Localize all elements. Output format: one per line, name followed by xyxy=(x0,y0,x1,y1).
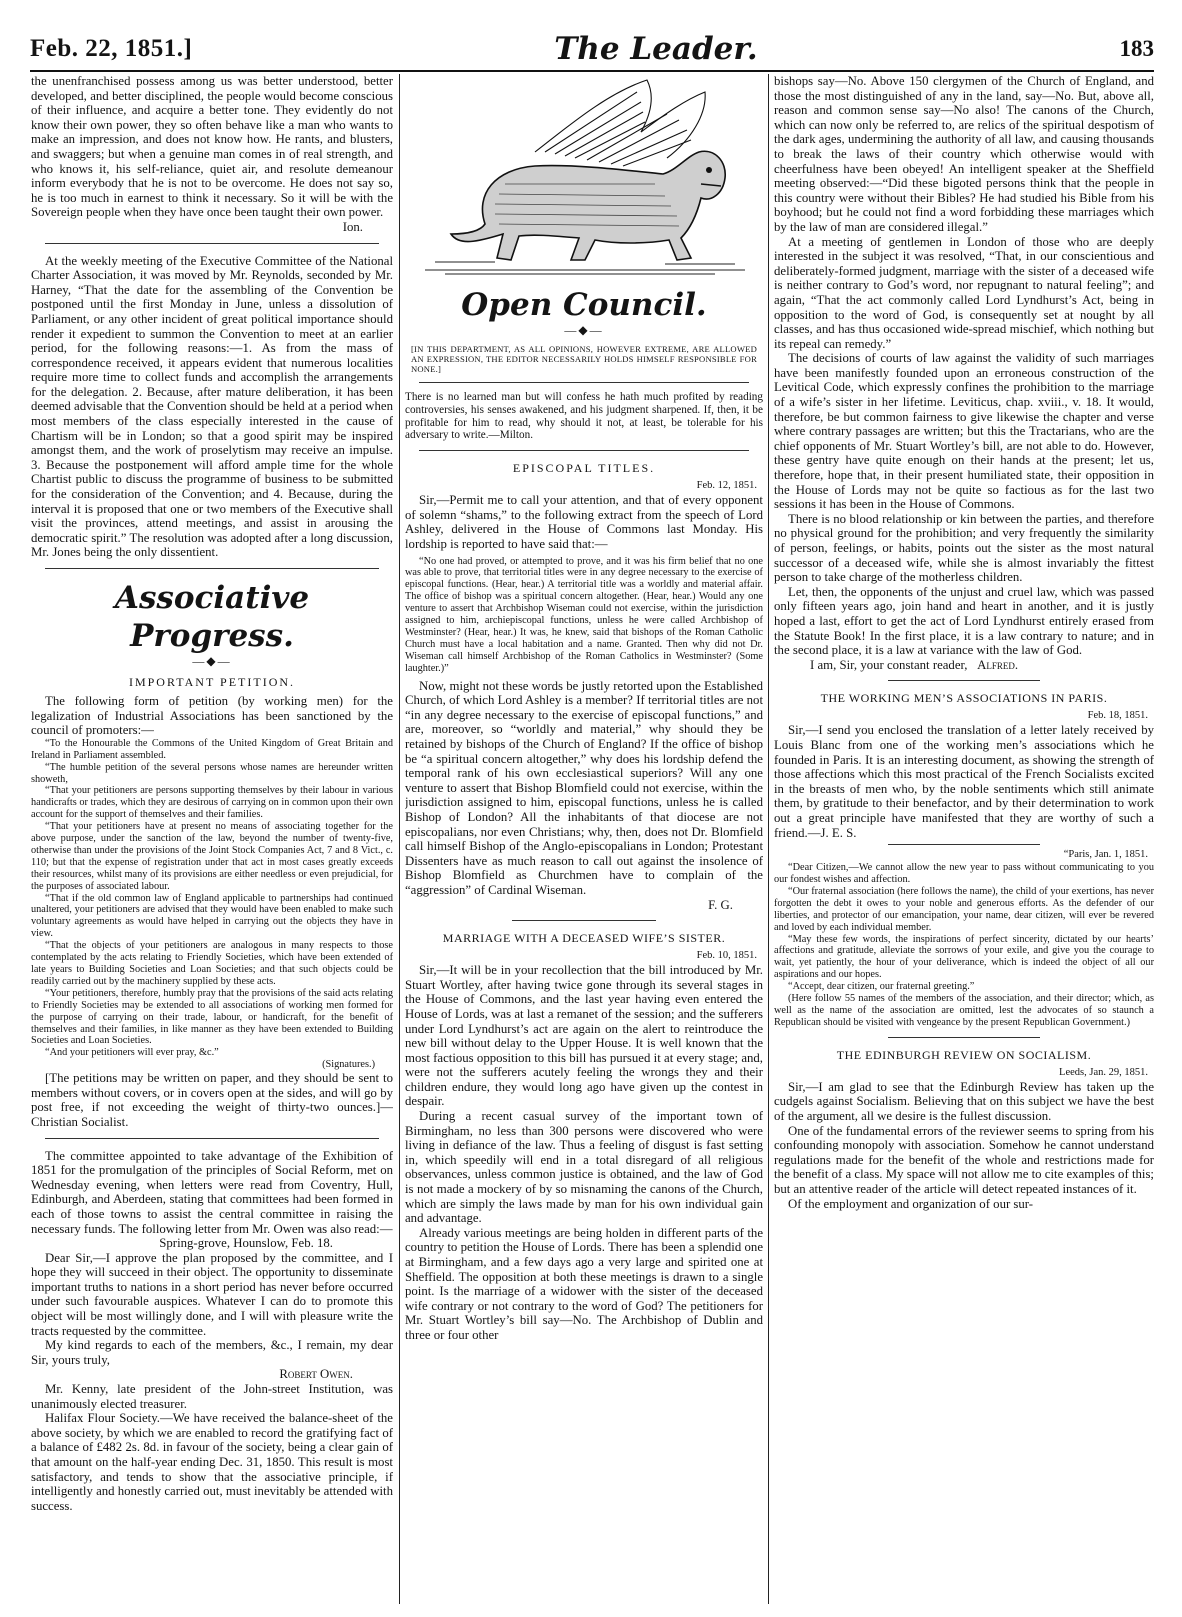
divider xyxy=(45,243,378,244)
editor-disclaimer: [IN THIS DEPARTMENT, AS ALL OPINIONS, HOWEVER EXTREME, ARE ALLOWED AN EXPRESSION, THE EDITOR NECESSARILY HOLDS HIMSELF RESPONSIBLE FOR NONE.] xyxy=(411,344,757,374)
page-number: 183 xyxy=(1119,36,1154,61)
article-heading-working-men: THE WORKING MEN’S ASSOCIATIONS IN PARIS. xyxy=(820,691,1108,706)
working-men-para: Sir,—I send you enclosed the translation of a letter lately received by Louis Blanc from one of the working men’s associations which he founded in Paris. It is an interesting document, as showing the strength of those affections which this most practical of the French Socialists excited in the breasts of men who, by the noble sentiments which still animate them, by gratitude to their benefactor, and by their determination to work out a great principle have manifested that they are worthy of such a friend.—J. E. S. xyxy=(774,723,1154,840)
divider xyxy=(45,1138,378,1139)
owen-closing: My kind regards to each of the members, &c., I remain, my dear Sir, yours truly, xyxy=(31,1338,393,1367)
column-divider xyxy=(768,74,769,1604)
marriage-continued: Let, then, the opponents of the unjust and cruel law, which was passed only fifteen years ago, join hand and heart in another, and it is justly hoped a last, effort to get the act of Lord Lyndhurst entirely erased from the Statute Book! In the first place, it is a law contrary to nature; and in the second place, it is a law at variance with the law of God. xyxy=(774,584,1154,658)
divider xyxy=(888,844,1040,845)
divider xyxy=(888,680,1040,681)
ornament: —◆— xyxy=(564,323,604,337)
marriage-para: Already various meetings are being holden in different parts of the country to petition the House of Lords. There has been a splendid one at Birmingham, and a few days ago a very large and spirited one at Sheffield. The opposition at both these meetings is drawn to a single point. Is the marriage of a widower with the sister of the deceased wife contrary or not contrary to the word of God? The petitioners for Mr. Stuart Wortley’s bill say—No. The Archbishop of Dublin and three or four other xyxy=(405,1225,763,1342)
intro-signature: Ion. xyxy=(342,219,363,234)
marriage-continued: The decisions of courts of law against the validity of such marriages have been manifestly founded upon an erroneous construction of the Levitical Code, which expressly confines the prohibition to the marriage of a wife’s sister in her lifetime. Leviticus, chap. xviii., v. 18. It would, therefore, be but common fairness to give likewise the chapter and verse where contrary passages are written; but this the Tractarians, who are the chief opponents of Mr. Stuart Wortley’s bill, are not able to do. However, these gentry have quite enough on their hands at the present; let us, therefore, hope that, in their present humiliated state, their opposition in the House of Lords may not be quite so factious as for the last two sessions it has been in the House of Commons. xyxy=(774,351,1154,512)
petition-para: “To the Honourable the Commons of the United Kingdom of Great Britain and Ireland in Parliament assembled. xyxy=(31,737,393,761)
petition-para: “That if the old common law of England applicable to partnerships had continued unaltered, your petitioners are advised that they would have been enabled to make such voluntary agreements as would have helped in carrying out the objects they have in view. xyxy=(31,892,393,940)
page-header xyxy=(30,28,1154,70)
closing-line xyxy=(774,658,1154,673)
marriage-continued: There is no blood relationship or kin between the parties, and therefore no physical ground for the prohibition; and very frequently the similarity of person, feelings, or habits, points out the sister as the most natural successor of a deceased wife, while she is almost invariably the fittest person to take charge of the motherless children. xyxy=(774,511,1154,585)
petition-intro: The following form of petition (by working men) for the legalization of Industrial Associations has been sanctioned by the council of promoters:— xyxy=(31,694,393,738)
marriage-continued: bishops say—No. Above 150 clergymen of the Church of England, and those the most distinguished of any in the land, say—No. But, above all, reason and common sense say—No also! The canons of the Church, which can now only be referred to, are relics of the spiritual despotism of the dark ages, undermining the authority of all law, and causing thousands to break the laws of their country which otherwise would with cheerfulness have been obeyed! An intelligent speaker at the Sheffield meeting observed:—“Did these bigoted persons think that the people in this country were without their Bibles? He had studied his Bible from his boyhood; but he could not find a word forbidding these marriages which by the law of man are considered illegal.” xyxy=(774,74,1154,234)
episcopal-signature: F. G. xyxy=(708,897,733,912)
chartist-paragraph: At the weekly meeting of the Executive Committee of the National Charter Association, it was moved by Mr. Reynolds, seconded by Mr. Harney, “That the date for the assembling of the Convention be postponed until the first Monday in June, unless a dissolution of Parliament, or any other incident of great political importance should render it expedient to summon the Convention to meet at an earlier period, for the following reasons:—1. As from the mass of correspondence received, it appears evident that numerous localities require more time to collect funds and accomplish the arrangements for the delegation. 2. Because, after mature deliberation, it has been deemed advisable that the Convention should be held at a period when most members of the class especially interested in the cause of Chartism will be in London; so that a good spirit may be inspired amongst them, and the work of proselytism may receive an impulse. 3. Because the postponement will afford ample time for the whole Chartist public to discuss the programme of business to be submitted for the consideration of the Convention; and 4. Because, during the interval it is proposed that one or two members of the Executive shall visit the provinces, attend meetings, and assist in arousing the democratic spirit.” The resolution was adopted after a long discussion, Mr. Jones being the only dissentient. xyxy=(31,253,393,560)
petition-para: “The humble petition of the several persons whose names are hereunder written showeth, xyxy=(31,761,393,785)
petition-para: “Your petitioners, therefore, humbly pray that the provisions of the said acts relating to Friendly Societies may be extended to all associations of working men formed for the purpose of carrying on their trade, labour, or handicraft, for the benefit of themselves and their families, in like manner as they have been extended to Building Societies and Loan Societies. xyxy=(31,987,393,1047)
marriage-para: Sir,—It will be in your recollection that the bill introduced by Mr. Stuart Wortley, after having twice gone through its several stages in the House of Commons, and the last year having even entered the House of Lords, was at last a remanet of the session; and the sufferers under Lord Lyndhurst’s act are again on the alert to reintroduce the new bill without delay to the Upper House. It is well known that the most factious opposition to this bill has pursued it at every stage; and, were not the sufferers acutely feeling the wrongs they and their children endure, they would long ago have given up the contest in despair. xyxy=(405,963,763,1109)
column-right xyxy=(774,74,1154,1604)
petition-para: “That your petitioners are persons supporting themselves by their labour in various handicrafts or trades, which they are desirous of carrying on in common upon their own account for the support of themselves and their families. xyxy=(31,785,393,821)
winged-lion-illustration xyxy=(415,74,753,284)
halifax-paragraph: Halifax Flour Society.—We have received the balance-sheet of the above society, by which we are enabled to record the gratifying fact of a balance of £482 2s. 8d. in favour of the society, being a clear gain of that amount on the half-year ending Dec. 31, 1850. This result is most satisfactory, and tends to show that the associative principle, if intelligently and honestly carried out, must inevitably be attended with success. xyxy=(31,1411,393,1513)
divider xyxy=(512,920,655,921)
article-heading-marriage: MARRIAGE WITH A DECEASED WIFE’S SISTER. xyxy=(442,931,726,946)
edinburgh-para: One of the fundamental errors of the reviewer seems to spring from his confounding monopoly with association. Somehow he cannot understand regulations made for the benefit of the whole and restrictions made for the benefit of a class. My space will not allow me to cite examples of this; but an attentive reader of the article will detect repeated instances of it. xyxy=(774,1123,1154,1196)
column-divider xyxy=(399,74,400,1604)
header-rule xyxy=(30,70,1154,72)
closing-text: I am, Sir, your constant reader, xyxy=(810,657,968,672)
episcopal-para: Now, might not these words be justly retorted upon the Established Church, of which Lord Ashley is a member? If territorial titles are not “in any degree necessary to the exercise of episcopal functions,” and are, moreover, so “worldly and material,” why should they be retained by bishops of the Church of England? If the office of bishop be “a spiritual concern altogether,” why does his lordship defend the temporal rank of his own ecclesiastical superiors? Will any one venture to assert that Bishop Blomfield could not exercise, within the jurisdiction assigned to him, episcopal functions, unless he is called Bishop of London? All the inhabitants of that diocese are not episcopalians, nor even Christians; why, then, does not Dr. Blomfield call himself Bishop of the Anglo-episcopalians in London; Protestant Dissenters have as much reason to call out against the insolence of Bishop Blomfield as Churchmen have to complain of the “aggression” of Cardinal Wiseman. xyxy=(405,678,763,897)
masthead-title: The Leader. xyxy=(554,31,758,67)
episcopal-para: Sir,—Permit me to call your attention, and that of every opponent of solemn “shams,” to the following extract from the speech of Lord Ashley, delivered in the House of Commons last Monday. His lordship is reported to have said that:— xyxy=(405,493,763,551)
letter-para: “Accept, dear citizen, our fraternal greeting.” xyxy=(788,981,975,993)
divider xyxy=(888,1037,1040,1038)
letter-para: “May these few words, the inspirations of perfect sincerity, dictated by our hearts’ affections and gratitude, alleviate the sorrows of your exile, and give you the courage to wait, yet patiently, the hour of your deliverance, which is indeed the object of all our aspirations and our hopes. xyxy=(774,933,1154,981)
petition-para: “And your petitioners will ever pray, &c.” xyxy=(45,1047,219,1059)
article-date: Leeds, Jan. 29, 1851. xyxy=(1059,1066,1148,1078)
column-left xyxy=(31,74,393,1604)
milton-quote: There is no learned man but will confess he hath much profited by reading controversies, his senses awakened, and his judgment sharpened. If, then, it be profitable for him to read, why should it not, at least, be tolerable for his adversary to write.—Milton. xyxy=(405,391,763,442)
article-date: Feb. 12, 1851. xyxy=(696,480,757,492)
article-heading-episcopal-titles: EPISCOPAL TITLES. xyxy=(512,461,656,476)
divider xyxy=(419,382,748,383)
owen-signature: Robert Owen. xyxy=(279,1367,353,1382)
marriage-continued: At a meeting of gentlemen in London of those who are deeply interested in the subject it was resolved, “That, in our conscientious and deliberately-formed judgment, marriage with the sister of a deceased wife is neither contrary to God’s word, nor repugnant to natural feeling”; and again, “That the act commonly called Lord Lyndhurst’s Act, being in opposition to the word of God, is consequently set at nought by all classes, and has thus occasioned wide-spread mischief, which nothing but its repeal can remedy.” xyxy=(774,234,1154,351)
owen-address: Spring-grove, Hounslow, Feb. 18. xyxy=(159,1236,333,1251)
signatures-label: (Signatures.) xyxy=(322,1059,375,1071)
letter-para: (Here follow 55 names of the members of the association, and their director; which, as well as the name of the association are omitted, lest the advocates of so staunch a Republican should be visited with vengeance by the present Republican Government.) xyxy=(774,993,1154,1028)
petition-para: “That the objects of your petitioners are analogous in many respects to those contemplated by the acts relating to Friendly Societies, which have been extended of late years to Building Societies and Loan Societies; and that such objects could be readily carried out by the machinery supplied by these acts. xyxy=(31,940,393,987)
article-date: Feb. 10, 1851. xyxy=(696,950,757,962)
intro-paragraph: the unenfranchised possess among us was better understood, better developed, and better disciplined, the people would become conscious of their influence, and acquire a better tone. They evidently do not know their own power, they so often behave like a man who wants to make an impression, and does not know how. He rants, and blusters, and swaggers; but when a genuine man comes in of real strength, and who knows it, his self-reliance, quiet air, and resolute demeanour inform everybody that he is not to be overcome. He does not say so, he is too much in earnest to think it necessary. So it will be with the Sovereign people when they have once been taught their own power. xyxy=(31,74,393,220)
letter-para: “Our fraternal association (here follows the name), the child of your exertions, has never forgotten the debt it owes to your noble and generous efforts. As the defender of our liberties, and protector of our emancipation, your name, dear citizen, will ever be revered and loved by each individual member. xyxy=(774,885,1154,933)
ornament: —◆— xyxy=(192,654,232,668)
article-heading-edinburgh-review: THE EDINBURGH REVIEW ON SOCIALISM. xyxy=(836,1047,1092,1062)
petition-para: “That your petitioners have at present no means of associating together for the above purpose, under the sanction of the law, beyond the number of twenty-five, otherwise than under the provisions of the Joint Stock Companies Act, 7 and 8 Vict., c. 110; but that the expense of registration under that act in most cases greatly exceeds their resources, whilst many of its provisions are either needless or even prejudicial, for the purposes of associated labour. xyxy=(31,821,393,892)
edinburgh-para: Of the employment and organization of our sur- xyxy=(788,1196,1034,1211)
section-title-open-council: Open Council. xyxy=(461,287,707,323)
letter-date: “Paris, Jan. 1, 1851. xyxy=(1063,849,1148,861)
column-middle xyxy=(405,74,763,1604)
petition-heading: IMPORTANT PETITION. xyxy=(128,675,296,689)
letter-para: “Dear Citizen,—We cannot allow the new year to pass without communicating to you our fondest wishes and affection. xyxy=(774,862,1154,885)
owen-letter: Dear Sir,—I approve the plan proposed by the committee, and I hope they will succeed in their object. The opportunity to disseminate important truths to nations in a short period has never before occurred under such favourable auspices. Whatever I can do to promote this object will be most willingly done, and I will with pleasure write the tracts requested by the committee. xyxy=(31,1250,393,1338)
divider xyxy=(45,568,378,569)
alfred-signature: Alfred. xyxy=(977,657,1019,672)
committee-paragraph: The committee appointed to take advantage of the Exhibition of 1851 for the promulgation of the principles of Social Reform, met on Wednesday evening, when letters were read from Coventry, Hull, Edinburgh, and Aberdeen, stating that committees had been formed in each of those towns to assist the central committee in raising the necessary funds. The following letter from Mr. Owen was also read:— xyxy=(31,1148,393,1236)
kenny-paragraph: Mr. Kenny, late president of the John-street Institution, was unanimously elected treasurer. xyxy=(31,1382,393,1411)
issue-date: Feb. 22, 1851.] xyxy=(30,35,193,62)
petition-note: [The petitions may be written on paper, and they should be sent to members without covers, or in covers open at the sides, and will go by post free, if not exceeding the weight of thirty-two ounces.]—Christian Socialist. xyxy=(31,1071,393,1129)
article-date: Feb. 18, 1851. xyxy=(1087,710,1148,722)
ashley-quote: “No one had proved, or attempted to prove, and it was his firm belief that no one was able to prove, that territorial titles were in any degree necessary to the exercise of episcopal functions. (Hear, hear.) A territorial title was a worldly and material affair. The office of bishop was a spiritual concern altogether. (Hear, hear.) Would any one venture to assert that Archbishop Wiseman could not exercise, within the jurisdiction assigned to him, archiepiscopal functions, unless he were called Archbishop of Westminster? (Hear, hear.) It was, he knew, said that bishops of the Roman Catholic Church must have a local habitation and a name. Granted. Then why did not Dr. Wiseman call himself Archbishop of the Roman Catholics in Westminster? (Some laughter.)” xyxy=(405,555,763,674)
divider xyxy=(419,450,748,451)
section-title-associative-progress: Associative Progress. xyxy=(114,580,310,654)
marriage-para: During a recent casual survey of the important town of Birmingham, no less than 300 persons were discovered who were living in defiance of the law. Thus a feeling of disgust is fast setting in, which speedily will end in a total disregard of all religious observances, unless common justice is obtained, and the law of God is not made a mockery of by so misnaming the canons of the Church, which are simply the laws made by man for his own individual gain and advantage. xyxy=(405,1109,763,1226)
edinburgh-para: Sir,—I am glad to see that the Edinburgh Review has taken up the cudgels against Socialism. Believing that on this subject we have the best of the argument, all we desire is the fullest discussion. xyxy=(774,1079,1154,1123)
